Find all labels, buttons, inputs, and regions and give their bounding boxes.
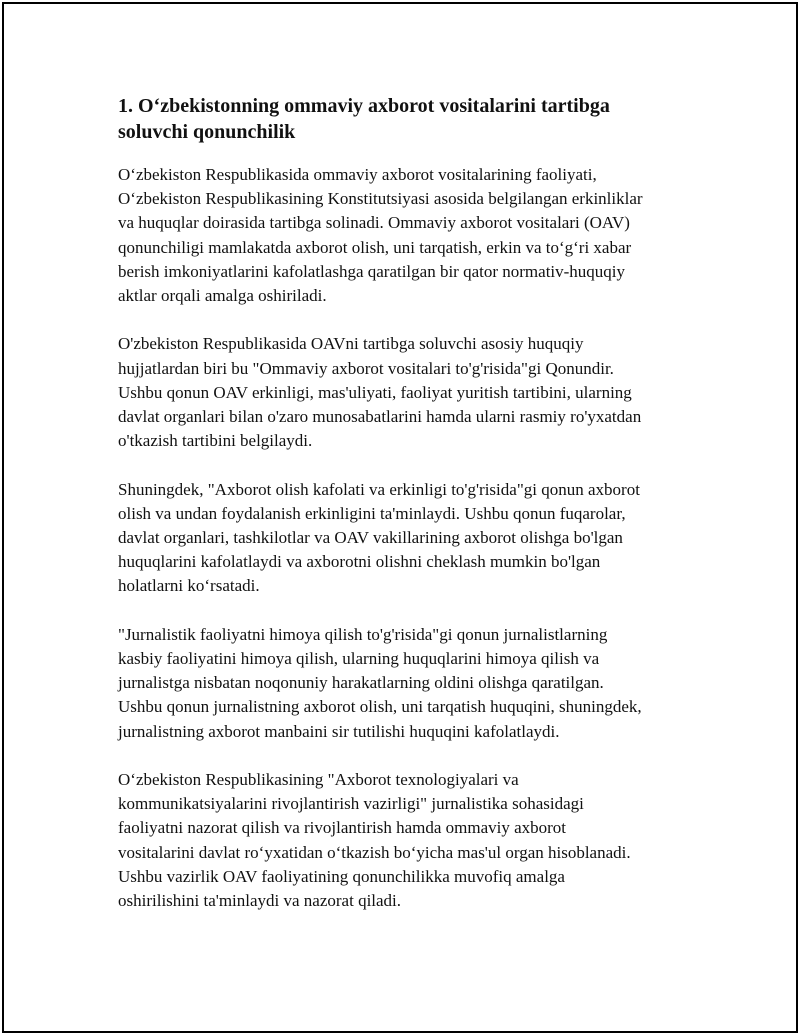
heading-line: 1. O‘zbekistonning ommaviy axborot vositalarini tartibga bbox=[118, 95, 610, 117]
paragraph-line: olish va undan foydalanish erkinligini ta'minlaydi. Ushbu qonun fuqarolar, bbox=[118, 503, 626, 523]
paragraph bbox=[118, 478, 718, 599]
paragraph bbox=[118, 332, 718, 453]
paragraph-line: davlat organlari, tashkilotlar va OAV vakillarining axborot olishga bo'lgan bbox=[118, 528, 623, 548]
paragraph-line: jurnalistga nisbatan noqonuniy harakatlarning oldini olishga qaratilgan. bbox=[118, 673, 604, 693]
paragraph-line: oshirilishini ta'minlaydi va nazorat qiladi. bbox=[118, 891, 402, 911]
paragraph-line: vositalarini davlat ro‘yxatidan o‘tkazish bo‘yicha mas'ul organ hisoblanadi. bbox=[118, 842, 631, 862]
paragraph-line: Shuningdek, "Axborot olish kafolati va erkinligi to'g'risida"gi qonun axborot bbox=[118, 479, 640, 499]
paragraph bbox=[118, 768, 718, 913]
paragraph-line: hujjatlardan biri bu "Ommaviy axborot vositalari to'g'risida"gi Qonundir. bbox=[118, 358, 614, 378]
paragraphs bbox=[118, 163, 718, 913]
heading-line: soluvchi qonunchilik bbox=[118, 121, 296, 143]
paragraph-line: berish imkoniyatlarini kafolatlashga qaratilgan bir qator normativ-huquqiy bbox=[118, 261, 626, 281]
paragraph-line: kasbiy faoliyatini himoya qilish, ularning huquqlarini himoya qilish va bbox=[118, 649, 600, 669]
paragraph-line: O‘zbekiston Respublikasida ommaviy axborot vositalarining faoliyati, bbox=[118, 165, 597, 184]
paragraph bbox=[118, 623, 718, 744]
paragraph-line: O‘zbekiston Respublikasining "Axborot texnologiyalari va bbox=[118, 770, 519, 790]
paragraph-line: holatlarni ko‘rsatadi. bbox=[118, 576, 260, 596]
paragraph-line: davlat organlari bilan o'zaro munosabatlarini hamda ularni rasmiy ro'yxatdan bbox=[118, 407, 642, 427]
paragraph-line: qonunchiligi mamlakatda axborot olish, uni tarqatish, erkin va to‘g‘ri xabar bbox=[118, 237, 632, 257]
paragraph-line: kommunikatsiyalarini rivojlantirish vazirligi" jurnalistika sohasidagi bbox=[118, 794, 584, 814]
paragraph-line: O‘zbekiston Respublikasining Konstitutsiyasi asosida belgilangan erkinliklar bbox=[118, 189, 643, 209]
paragraph bbox=[118, 163, 718, 308]
paragraph-line: O'zbekiston Respublikasida OAVni tartibga soluvchi asosiy huquqiy bbox=[118, 334, 584, 354]
paragraph-line: Ushbu qonun OAV erkinligi, mas'uliyati, faoliyat yuritish tartibini, ularning bbox=[118, 382, 632, 402]
paragraph-line: "Jurnalistik faoliyatni himoya qilish to'g'risida"gi qonun jurnalistlarning bbox=[118, 624, 608, 644]
paragraph-line: Ushbu vazirlik OAV faoliyatining qonunchilikka muvofiq amalga bbox=[118, 866, 565, 886]
paragraph-line: aktlar orqali amalga oshiriladi. bbox=[118, 286, 327, 306]
paragraph-line: Ushbu qonun jurnalistning axborot olish, uni tarqatish huquqini, shuningdek, bbox=[118, 697, 642, 717]
document-body bbox=[118, 93, 718, 937]
paragraph-line: faoliyatni nazorat qilish va rivojlantirish hamda ommaviy axborot bbox=[118, 818, 567, 838]
paragraph-line: o'tkazish tartibini belgilaydi. bbox=[118, 431, 313, 451]
paragraph-line: jurnalistning axborot manbaini sir tutilishi huquqini kafolatlaydi. bbox=[118, 721, 560, 741]
paragraph-line: va huquqlar doirasida tartibga solinadi. Ommaviy axborot vositalari (OAV) bbox=[118, 213, 630, 233]
section-heading bbox=[118, 93, 718, 145]
paragraph-line: huquqlarini kafolatlaydi va axborotni olishni cheklash mumkin bo'lgan bbox=[118, 552, 601, 572]
